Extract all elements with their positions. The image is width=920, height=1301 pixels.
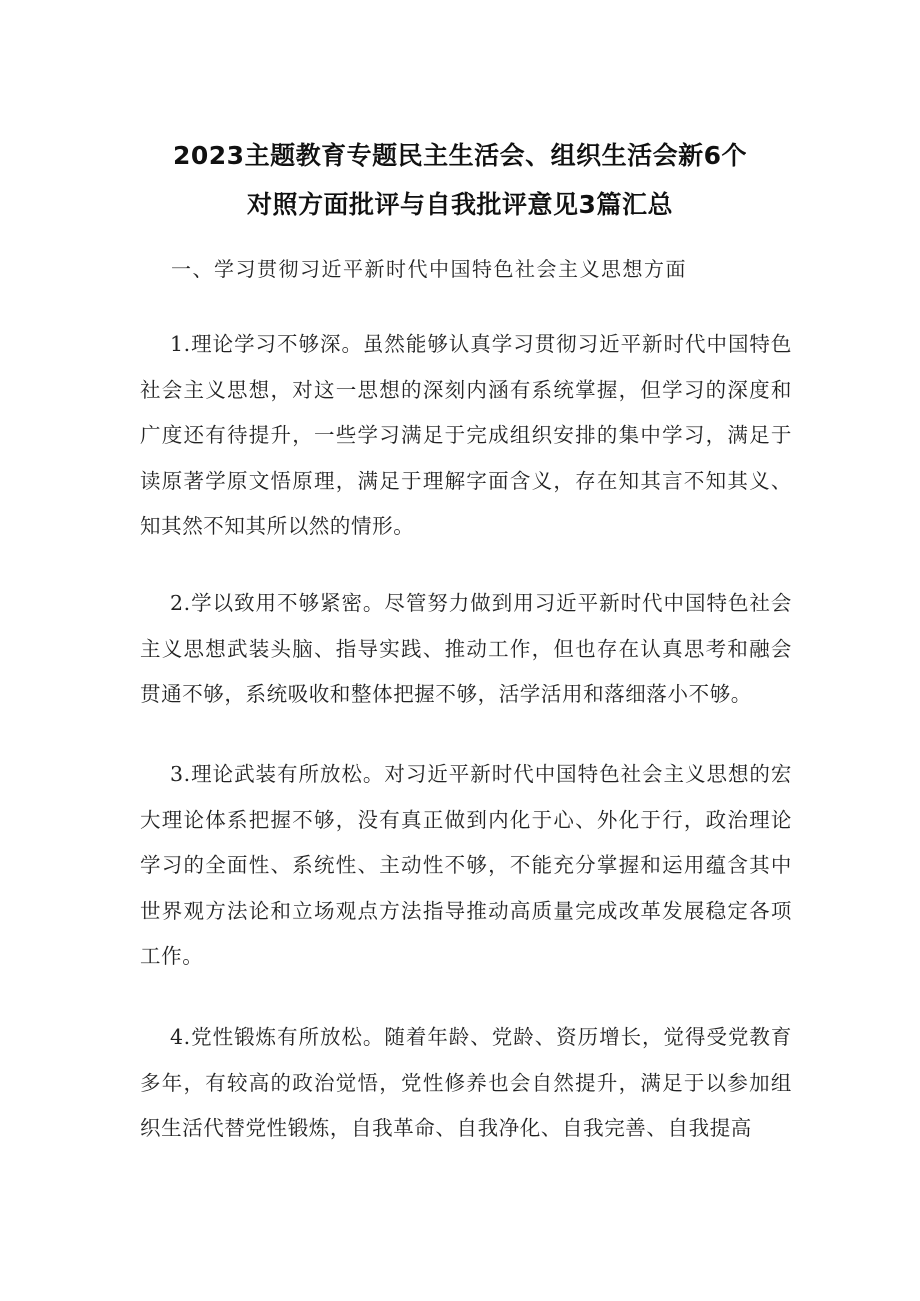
paragraph-1: 1.理论学习不够深。虽然能够认真学习贯彻习近平新时代中国特色社会主义思想，对这一思想的深刻内涵有系统掌握，但学习的深度和广度还有待提升，一些学习满足于完成组织安排的集中学习，满足于读原著学原文悟原理，满足于理解字面含义，存在知其言不知其义、知其然不知其所以然的情形。 xyxy=(140,332,792,538)
paragraph-3: 3.理论武装有所放松。对习近平新时代中国特色社会主义思想的宏大理论体系把握不够，没有真正做到内化于心、外化于行，政治理论学习的全面性、系统性、主动性不够，不能充分掌握和运用蕴含其中世界观方法论和立场观点方法指导推动高质量完成改革发展稳定各项工作。 xyxy=(140,762,792,968)
paragraph-4: 4.党性锻炼有所放松。随着年龄、党龄、资历增长，觉得受党教育多年，有较高的政治觉悟，党性修养也会自然提升，满足于以参加组织生活代替党性锻炼，自我革命、自我净化、自我完善、自我提高 xyxy=(140,1025,792,1140)
document-title-line-2: 对照方面批评与自我批评意见3篇汇总 xyxy=(247,190,673,219)
document-title-line-1: 2023主题教育专题民主生活会、组织生活会新6个 xyxy=(173,141,747,170)
paragraph-2: 2.学以致用不够紧密。尽管努力做到用习近平新时代中国特色社会主义思想武装头脑、指导实践、推动工作，但也存在认真思考和融会贯通不够，系统吸收和整体把握不够，活学活用和落细落小不够。 xyxy=(140,591,792,706)
section-heading: 一、学习贯彻习近平新时代中国特色社会主义思想方面 xyxy=(171,257,687,281)
